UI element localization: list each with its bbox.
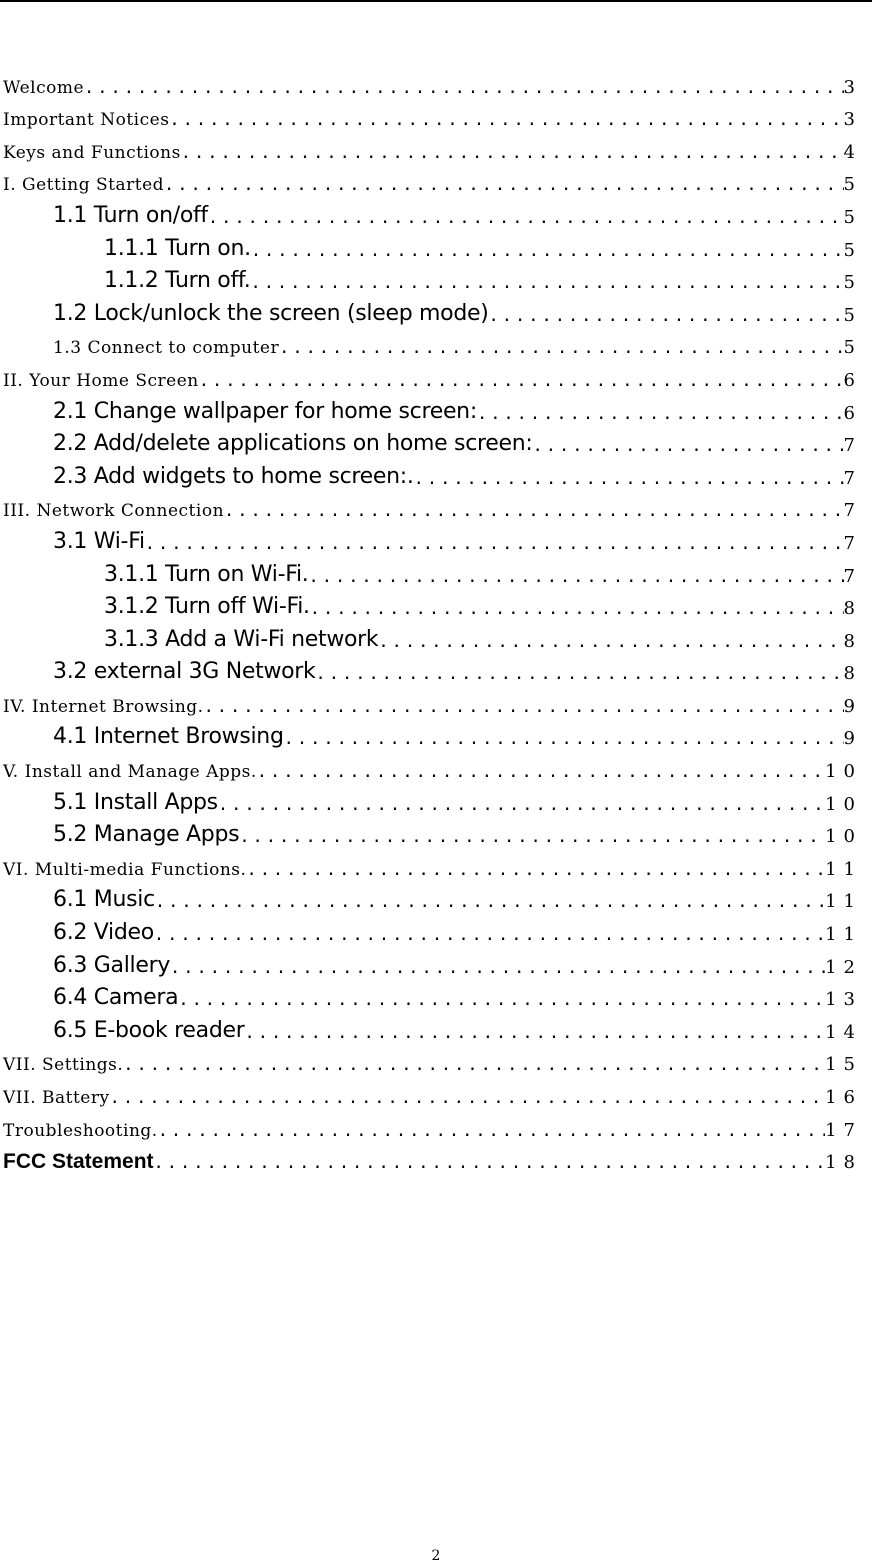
toc-entry[interactable] (0, 231, 872, 264)
toc-entry[interactable] (0, 492, 872, 525)
toc-entry-page-number: 10 (825, 826, 862, 848)
toc-entry-page-number: 12 (825, 956, 862, 978)
toc-entry-page-number: 4 (843, 141, 862, 163)
toc-entry[interactable] (0, 1144, 872, 1177)
table-of-contents (0, 68, 872, 1176)
toc-entry[interactable] (0, 948, 872, 981)
toc-entry[interactable] (0, 622, 872, 655)
dot-leader (284, 731, 844, 752)
dot-leader (164, 177, 844, 198)
dot-leader (316, 666, 844, 687)
dot-leader (477, 406, 844, 427)
toc-entry[interactable] (0, 818, 872, 851)
toc-entry-label: VI. Multi-media Functions. (3, 859, 247, 880)
dot-leader (246, 862, 825, 883)
dot-leader (279, 340, 843, 361)
dot-leader (155, 894, 825, 915)
toc-entry-page-number: 10 (825, 761, 862, 783)
toc-entry-page-number: 8 (843, 663, 862, 685)
toc-entry-page-number: 18 (825, 1152, 862, 1174)
toc-entry[interactable] (0, 296, 872, 329)
toc-entry-page-number: 8 (843, 598, 862, 620)
toc-entry-page-number: 9 (843, 728, 862, 750)
toc-entry-label: 3.1.2 Turn off Wi-Fi. (104, 594, 310, 620)
dot-leader (154, 927, 825, 948)
toc-entry-label: VII. Settings. (3, 1055, 124, 1076)
toc-entry-page-number: 7 (843, 532, 862, 554)
toc-entry-page-number: 5 (843, 206, 862, 228)
toc-entry[interactable] (0, 427, 872, 460)
toc-entry[interactable] (0, 1078, 872, 1111)
toc-entry[interactable] (0, 981, 872, 1014)
toc-entry-label: I. Getting Started (3, 175, 165, 196)
toc-entry-label: 5.2 Manage Apps (53, 822, 240, 848)
toc-entry-label: Welcome (3, 77, 85, 98)
dot-leader (110, 1090, 825, 1111)
toc-entry-label: 3.1.3 Add a Wi-Fi network (104, 626, 379, 652)
toc-entry-page-number: 7 (843, 467, 862, 489)
toc-entry-page-number: 5 (843, 239, 862, 261)
toc-entry-label: 6.2 Video (53, 920, 154, 946)
toc-entry-label: 1.1.2 Turn off. (104, 268, 251, 294)
toc-entry[interactable] (0, 329, 872, 362)
dot-leader (208, 210, 844, 231)
toc-entry[interactable] (0, 655, 872, 688)
toc-entry[interactable] (0, 687, 872, 720)
toc-entry[interactable] (0, 361, 872, 394)
toc-entry[interactable] (0, 1013, 872, 1046)
toc-entry-page-number: 5 (843, 174, 862, 196)
toc-entry-page-number: 9 (843, 695, 862, 717)
toc-entry-label: Troubleshooting. (3, 1120, 158, 1141)
toc-entry-label: 3.2 external 3G Network (53, 659, 316, 685)
toc-entry[interactable] (0, 133, 872, 166)
dot-leader (181, 145, 844, 166)
dot-leader (310, 601, 844, 622)
dot-leader (84, 80, 844, 101)
toc-entry-label: 4.1 Internet Browsing (53, 724, 284, 750)
toc-entry-label: 2.3 Add widgets to home screen:. (53, 463, 414, 489)
toc-entry-page-number: 5 (843, 337, 862, 359)
dot-leader (251, 243, 844, 264)
dot-leader (170, 960, 825, 981)
toc-entry-page-number: 5 (843, 304, 862, 326)
toc-entry-page-number: 16 (825, 1087, 862, 1108)
toc-entry-page-number: 11 (825, 891, 862, 913)
toc-entry-page-number: 7 (843, 435, 862, 457)
toc-entry-label: 6.1 Music (53, 887, 155, 913)
toc-entry-label: IV. Internet Browsing. (3, 696, 204, 717)
toc-entry[interactable] (0, 752, 872, 785)
toc-entry-label: 1.2 Lock/unlock the screen (sleep mode) (53, 300, 489, 326)
toc-entry-page-number: 5 (843, 272, 862, 294)
toc-entry-page-number: 11 (825, 924, 862, 946)
dot-leader (257, 764, 825, 785)
toc-entry-page-number: 17 (825, 1119, 862, 1141)
dot-leader (123, 1057, 825, 1078)
toc-entry-page-number: 15 (825, 1054, 862, 1076)
toc-entry-label: 2.1 Change wallpaper for home screen: (53, 398, 477, 424)
toc-entry-label: Keys and Functions (3, 142, 181, 163)
toc-entry-label: 6.3 Gallery (53, 952, 171, 978)
dot-leader (244, 1025, 825, 1046)
toc-entry-label: 1.1.1 Turn on. (104, 235, 251, 261)
toc-entry[interactable] (0, 557, 872, 590)
dot-leader (414, 471, 844, 492)
toc-entry-label: 5.1 Install Apps (53, 789, 218, 815)
toc-entry-page-number: 6 (843, 369, 862, 391)
toc-entry-label: 1.1 Turn on/off (53, 202, 208, 228)
dot-leader (533, 438, 844, 459)
toc-entry-page-number: 3 (843, 76, 862, 98)
dot-leader (239, 829, 825, 850)
dot-leader (178, 992, 825, 1013)
toc-entry[interactable] (0, 166, 872, 199)
toc-entry-label: Important Notices (3, 110, 170, 131)
toc-entry[interactable] (0, 1046, 872, 1079)
toc-entry-page-number: 13 (825, 989, 862, 1011)
page-number: 2 (431, 1548, 441, 1564)
toc-entry-page-number: 10 (825, 793, 862, 815)
top-rule (0, 0, 872, 2)
toc-entry-label: 3.1.1 Turn on Wi-Fi. (104, 561, 309, 587)
toc-entry-label: 3.1 Wi-Fi (53, 528, 145, 554)
dot-leader (169, 112, 843, 133)
toc-entry-label: VII. Battery (3, 1088, 110, 1108)
toc-entry[interactable] (0, 264, 872, 297)
dot-leader (158, 1123, 825, 1144)
dot-leader (489, 308, 844, 329)
toc-entry[interactable] (0, 590, 872, 623)
toc-entry-label: 6.4 Camera (53, 985, 179, 1011)
dot-leader (308, 569, 843, 590)
toc-entry[interactable] (0, 394, 872, 427)
toc-entry-page-number: 11 (825, 858, 862, 880)
dot-leader (218, 797, 825, 818)
toc-entry-page-number: 14 (825, 1021, 862, 1043)
toc-entry-label: 1.3 Connect to computer (53, 338, 280, 359)
dot-leader (154, 1155, 826, 1176)
toc-entry-label: III. Network Connection (3, 501, 225, 522)
toc-entry-page-number: 8 (843, 630, 862, 652)
toc-entry[interactable] (0, 720, 872, 753)
toc-entry[interactable] (0, 850, 872, 883)
dot-leader (250, 275, 843, 296)
dot-leader (224, 503, 844, 524)
toc-entry-page-number: 3 (843, 109, 862, 131)
toc-entry[interactable] (0, 1111, 872, 1144)
toc-entry[interactable] (0, 101, 872, 134)
toc-entry[interactable] (0, 459, 872, 492)
toc-entry[interactable] (0, 198, 872, 231)
toc-entry-label: 6.5 E-book reader (53, 1017, 245, 1043)
toc-entry-page-number: 7 (843, 565, 862, 587)
toc-entry-label: V. Install and Manage Apps. (3, 762, 257, 783)
dot-leader (199, 373, 844, 394)
dot-leader (145, 536, 844, 557)
toc-entry[interactable] (0, 785, 872, 818)
dot-leader (378, 634, 843, 655)
toc-entry[interactable] (0, 915, 872, 948)
toc-entry-page-number: 6 (843, 402, 862, 424)
toc-entry[interactable] (0, 524, 872, 557)
toc-entry-label: 2.2 Add/delete applications on home screen: (53, 431, 533, 457)
toc-entry-page-number: 7 (843, 500, 862, 522)
toc-entry[interactable] (0, 883, 872, 916)
toc-entry[interactable] (0, 68, 872, 101)
dot-leader (204, 699, 844, 720)
toc-entry-label: FCC Statement (3, 1150, 154, 1174)
toc-entry-label: II. Your Home Screen (3, 370, 199, 391)
